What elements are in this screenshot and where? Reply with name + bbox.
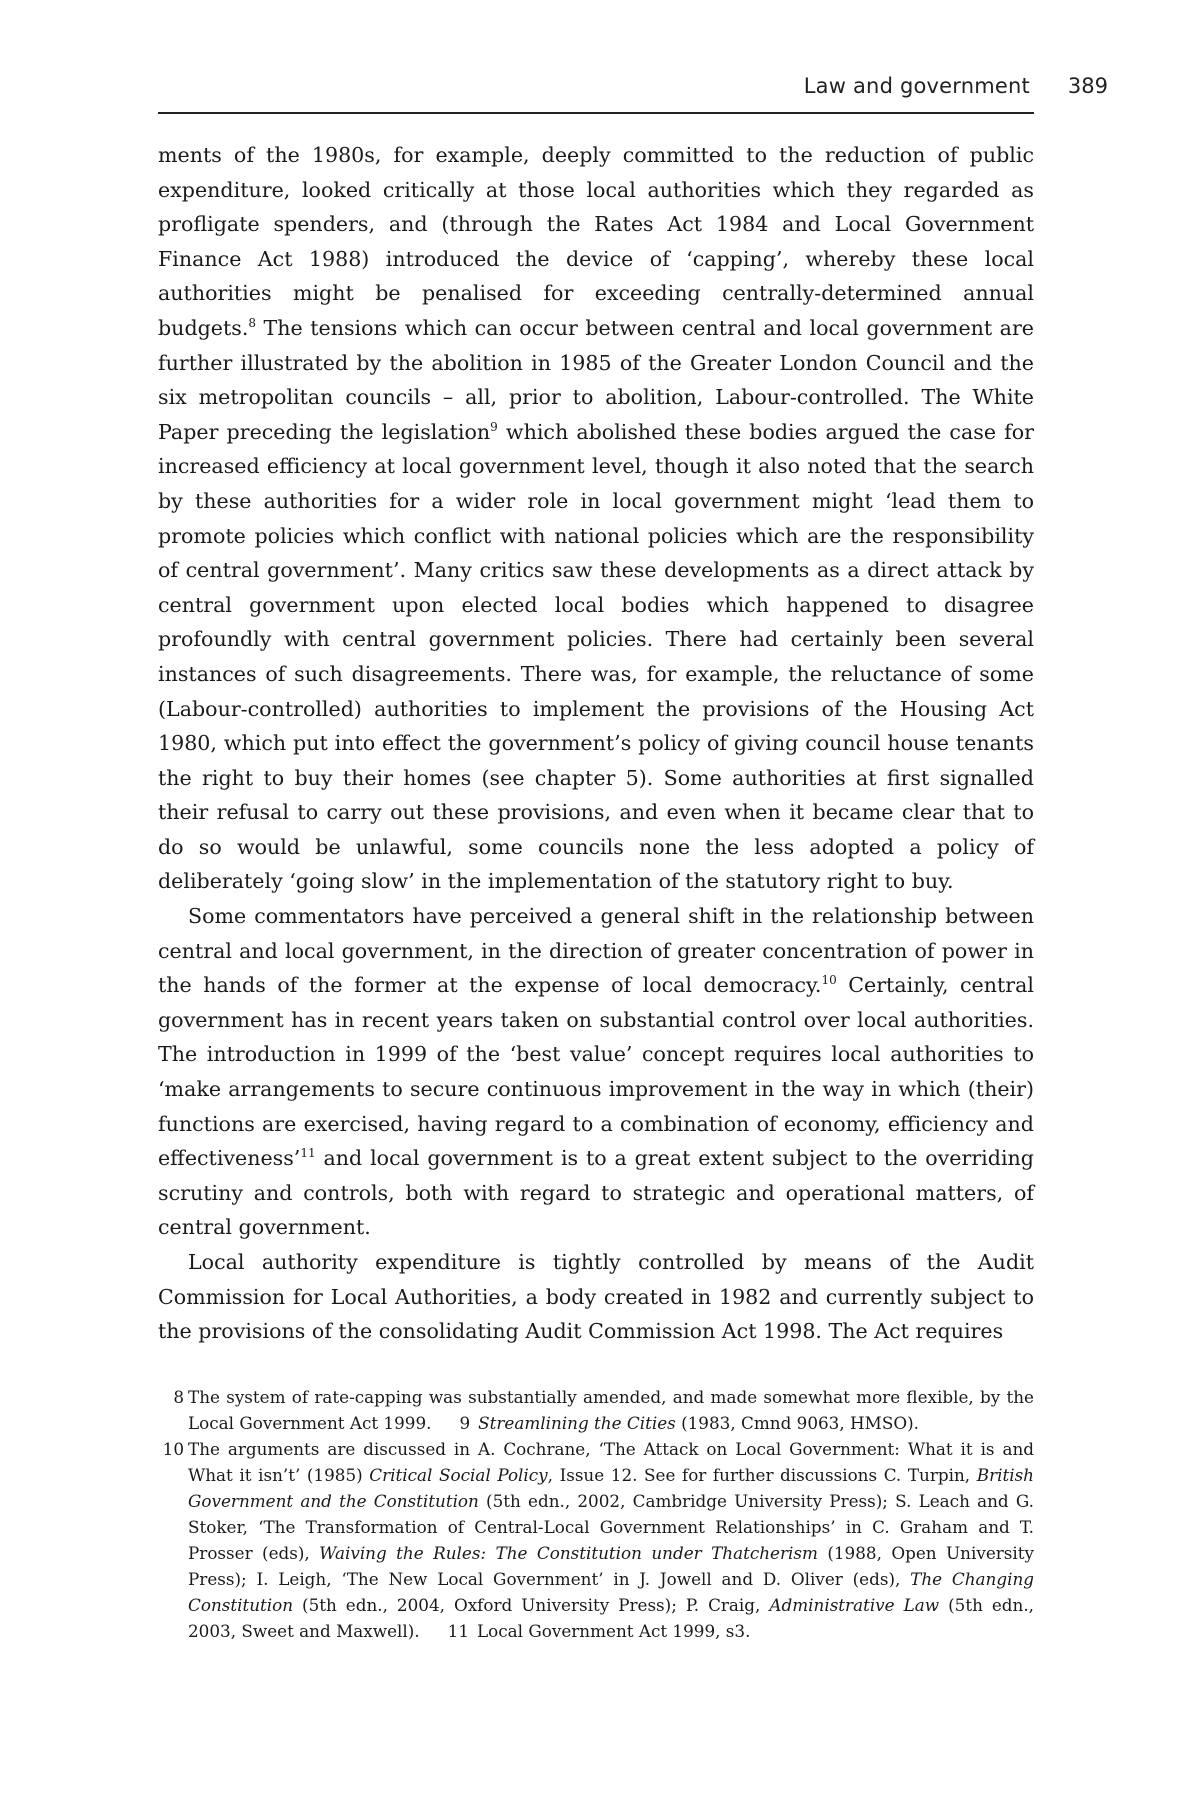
footnote-ref-11[interactable]: 11 bbox=[300, 1146, 316, 1161]
footnote-11-text: Local Government Act 1999, s3. bbox=[477, 1621, 751, 1641]
footnote-8-number: 8 bbox=[173, 1387, 184, 1407]
footnote-10-text-4: (1988, Open University Press); I. Leigh, ‘The New Local Government’ in J. Jowell and D. Oliver (eds), bbox=[188, 1543, 1034, 1589]
footnote-8 bbox=[158, 1384, 1034, 1436]
footnote-10-italic-3: Waiving the Rules: The Constitution under Thatcherism bbox=[319, 1543, 818, 1563]
p1-text-b: The tensions which can occur between central and local government are further illustrated by the abolition in 1985 of the Greater London Council and the six metropolitan councils – all, prior to abolition, Labour-controlled. The White Paper preceding the legislation bbox=[158, 315, 1034, 444]
p1-text-a: ments of the 1980s, for example, deeply committed to the reduction of public expenditure, looked critically at those local authorities which they regarded as profligate spenders, and (through the Rates Act 1984 and Local Government Finance Act 1988) introduced the device of ‘capping’, whereby these local authorities might be penalised for exceeding centrally-determined annual budgets. bbox=[158, 143, 1034, 340]
footnotes bbox=[158, 1384, 1034, 1644]
footnote-10-text-3: (5th edn., 2002, Cambridge University Press); S. Leach and G. Stoker, ‘The Transformation of Central-Local Government Relationships’ in C. Graham and T. Prosser (eds), bbox=[188, 1491, 1034, 1563]
running-head bbox=[158, 74, 1108, 104]
footnote-ref-10[interactable]: 10 bbox=[821, 973, 837, 988]
page-number: 389 bbox=[1067, 74, 1108, 98]
footnote-10 bbox=[158, 1436, 1034, 1644]
p3-text: Local authority expenditure is tightly controlled by means of the Audit Commission for Local Authorities, a body created in 1982 and currently subject to the provisions of the consolidating Audit Commission Act 1998. The Act requires bbox=[158, 1250, 1034, 1344]
paragraph-1 bbox=[158, 138, 1034, 899]
p2-text-b: Certainly, central government has in recent years taken on substantial control over local authorities. The introduction in 1999 of the ‘best value’ concept requires local authorities to ‘make arrangements to secure continuous improvement in the way in which (their) functions are exercised, having regard to a combination of economy, efficiency and effectiveness’ bbox=[158, 973, 1034, 1171]
footnote-9-number: 9 bbox=[459, 1413, 471, 1433]
paragraph-3 bbox=[158, 1245, 1034, 1349]
footnote-10-italic-2: British Government and the Constitution bbox=[188, 1465, 1034, 1511]
header-rule bbox=[158, 112, 1034, 114]
footnote-10-italic-5: Administrative Law bbox=[769, 1595, 940, 1615]
footnote-10-text-6: (5th edn., 2003, Sweet and Maxwell). bbox=[188, 1595, 1035, 1641]
footnote-10-number: 10 bbox=[162, 1439, 184, 1459]
running-head-title: Law and government bbox=[803, 74, 1030, 98]
p2-text-a: Some commentators have perceived a general shift in the relationship between central and local government, in the direction of greater concentration of power in the hands of the former at the expense of local democracy. bbox=[158, 904, 1034, 998]
footnote-ref-8[interactable]: 8 bbox=[248, 315, 257, 330]
p2-text-c: and local government is to a great extent subject to the overriding scrutiny and controls, both with regard to strategic and operational matters, of central government. bbox=[158, 1146, 1034, 1240]
footnote-10-text-1: The arguments are discussed in A. Cochrane, ‘The Attack on Local Government: What it is and What it isn’t’ (1985) bbox=[188, 1439, 1034, 1485]
paragraph-2 bbox=[158, 899, 1034, 1245]
footnote-10-italic-4: The Changing Constitution bbox=[188, 1569, 1034, 1615]
p1-text-c: which abolished these bodies argued the case for increased efficiency at local government level, though it also noted that the search by these authorities for a wider role in local government might ‘lead them to promote policies which conflict with national policies which are the responsibility of central government’. Many critics saw these developments as a direct attack by central government upon elected local bodies which happened to disagree profoundly with central government policies. There had certainly been several instances of such disagreements. There was, for example, the reluctance of some (Labour-controlled) authorities to implement the provisions of the Housing Act 1980, which put into effect the government’s policy of giving council house tenants the right to buy their homes (see chapter 5). Some authorities at first signalled their refusal to carry out these provisions, and even when it became clear that to do so would be unlawful, some councils none the less adopted a policy of deliberately ‘going slow’ in the implementation of the statutory right to buy. bbox=[158, 419, 1034, 894]
footnote-10-text-2: , Issue 12. See for further discussions C. Turpin, bbox=[547, 1465, 977, 1485]
footnote-ref-9[interactable]: 9 bbox=[490, 419, 498, 434]
footnote-9-title: Streamlining the Cities bbox=[478, 1413, 676, 1433]
footnote-9-text: (1983, Cmnd 9063, HMSO). bbox=[675, 1413, 919, 1433]
footnote-11-number: 11 bbox=[447, 1621, 469, 1641]
footnote-8-text: The system of rate-capping was substantially amended, and made somewhat more flexible, by the Local Government Act 1999. bbox=[188, 1387, 1034, 1433]
footnote-10-text-5: (5th edn., 2004, Oxford University Press); P. Craig, bbox=[293, 1595, 770, 1615]
footnote-10-italic-1: Critical Social Policy bbox=[369, 1465, 548, 1485]
body-text bbox=[158, 138, 1034, 1349]
